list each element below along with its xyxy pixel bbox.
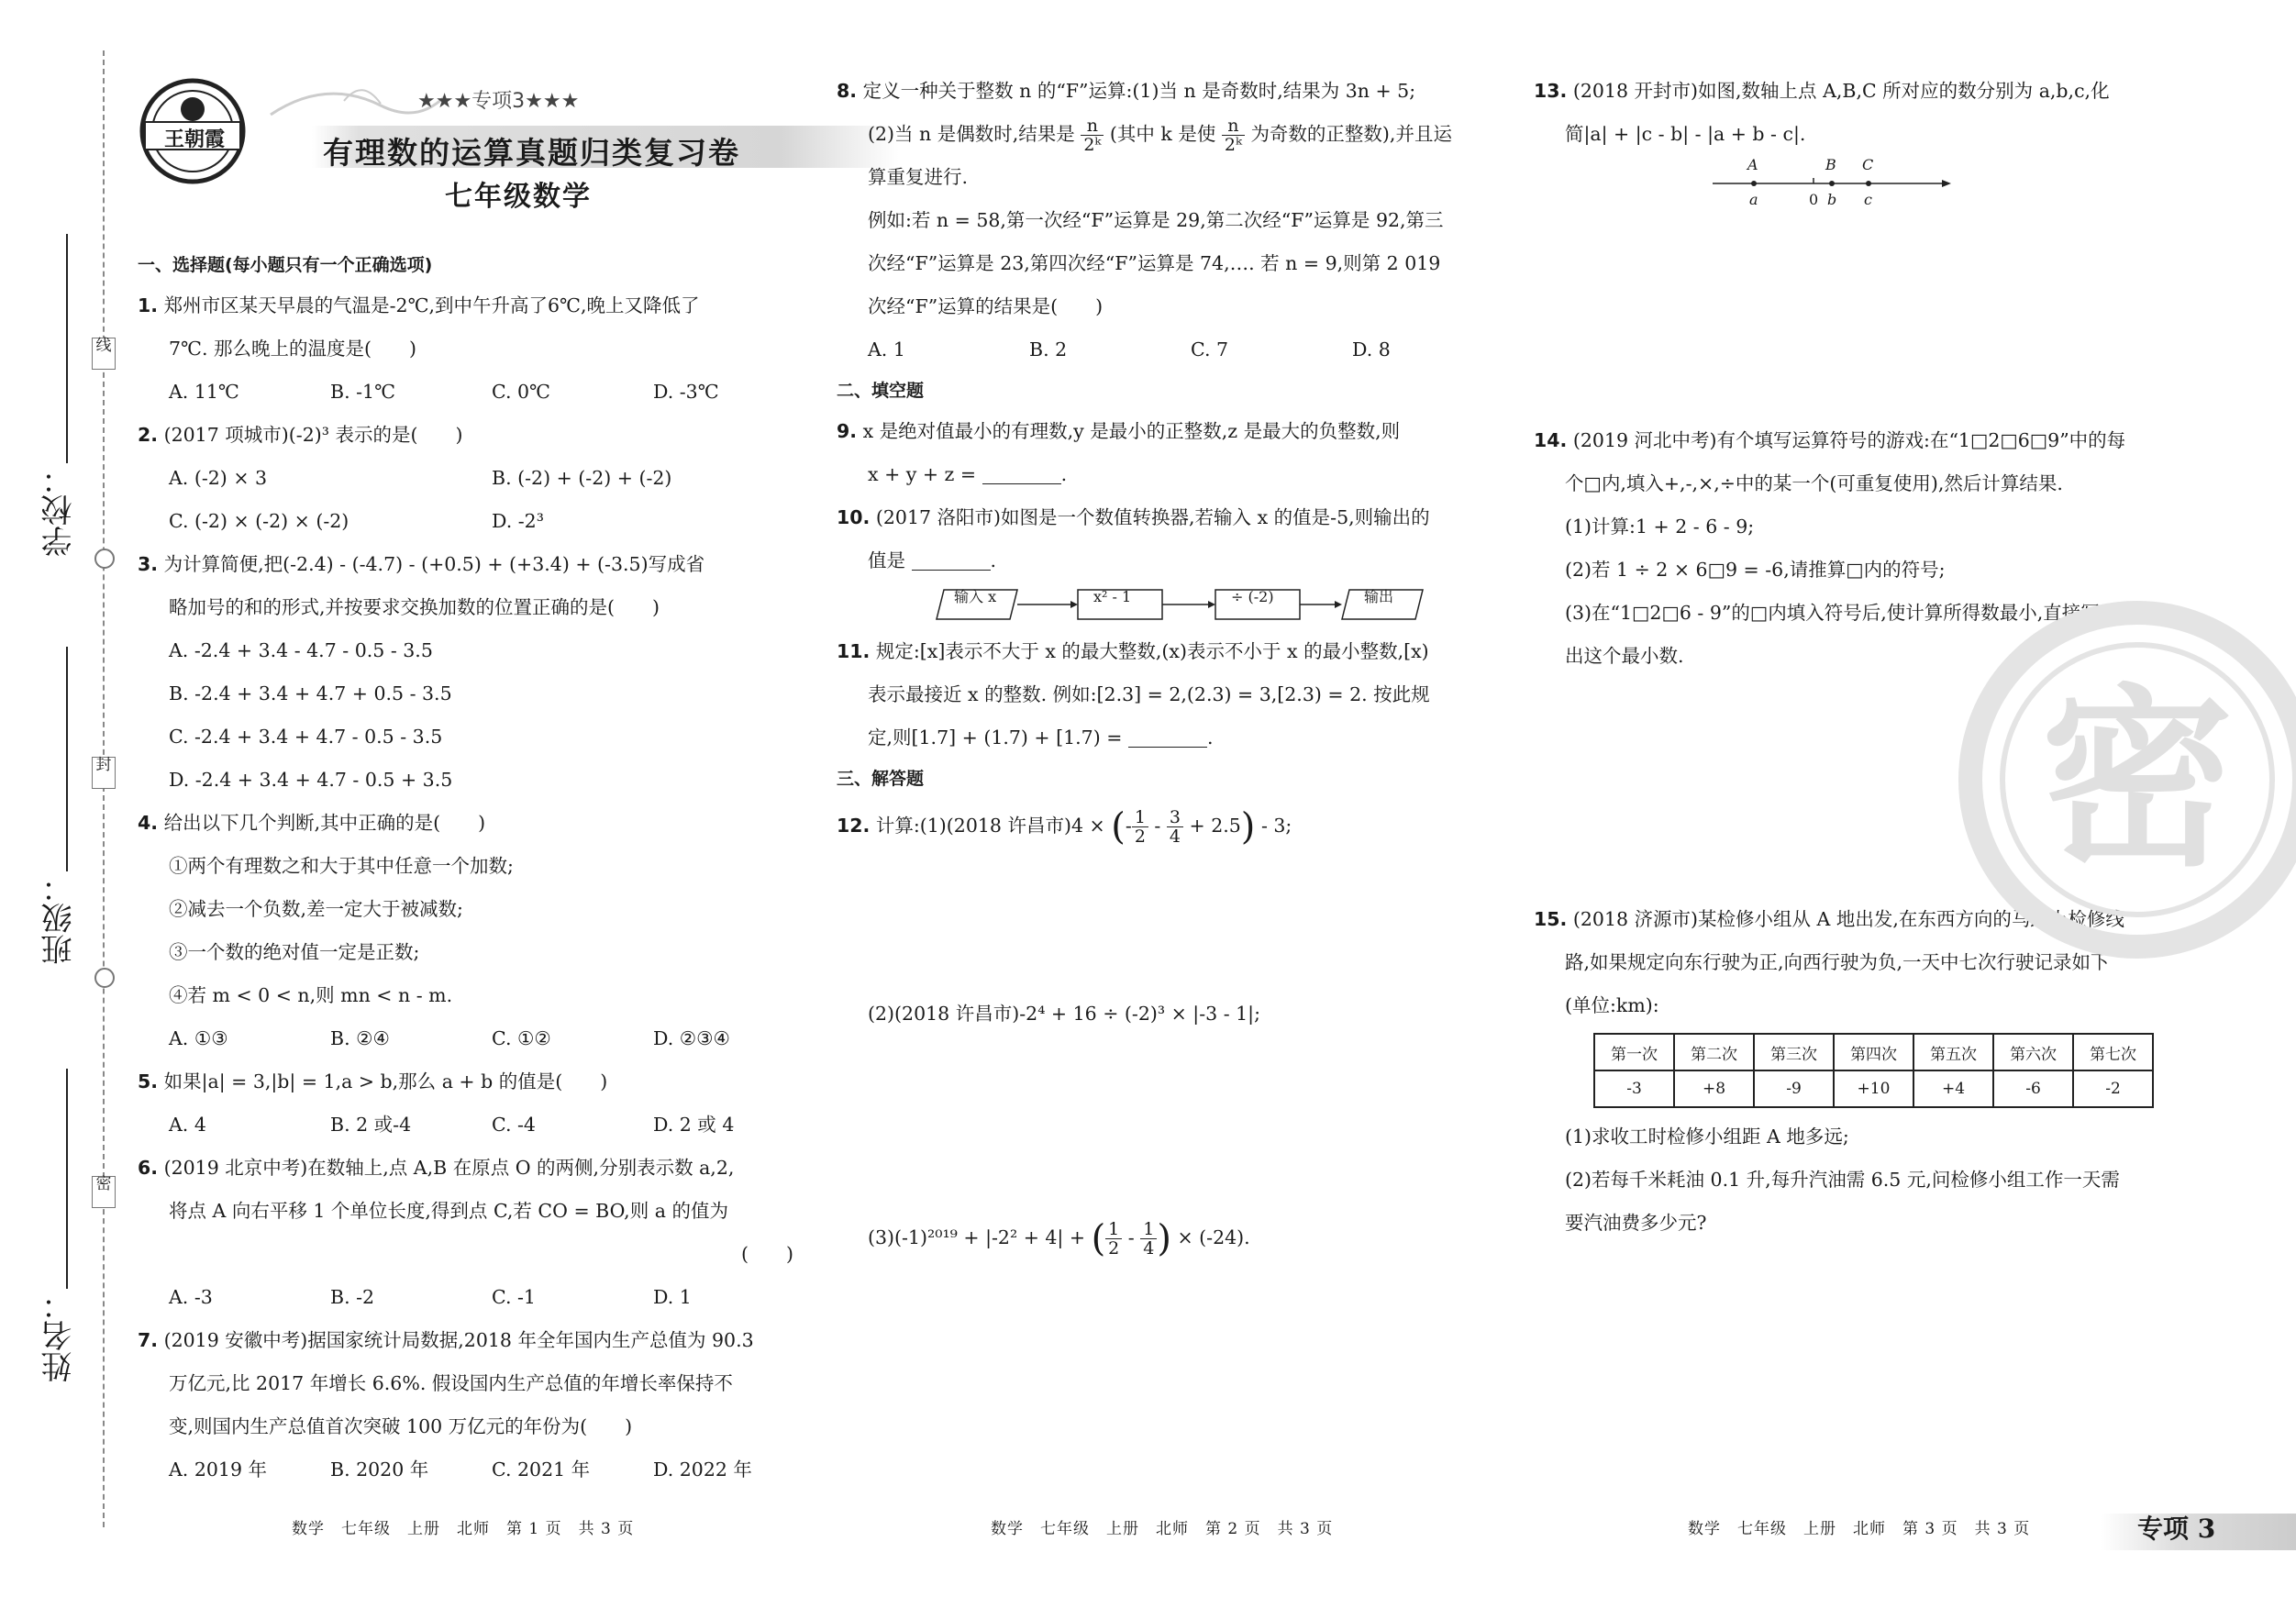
flow-divide: ÷ (-2) [1231, 588, 1274, 605]
question-12-part-2: (2)(2018 许昌市)-2⁴ + 16 ÷ (-2)³ × |-3 - 1|; [868, 1002, 1260, 1025]
binding-dashed-line [103, 50, 105, 1527]
fraction: $\frac{n}{\text{2ᵏ}}$ [1222, 116, 1245, 154]
number-converter-diagram [837, 582, 1502, 630]
watermark-seal: 密 [2000, 642, 2275, 917]
question-14: 14. (2019 河北中考)有个填写运算符号的游戏:在“1□2□6□9”中的每 个□内,填入+,-,×,÷中的某一个(可重复使用),然后计算结果. (1)计算:1 + 2 - 6 - 9; (2)若 1 ÷ 2 × 6□9 = -6,请推算□内的符号; (3)在“1□2□6 - 9”的□内填入符号后,使计算所得数最小,直接写 出这个最小数. [1534, 429, 2126, 667]
school-label: 学校： [41, 463, 78, 557]
footer-page-2: 数学 七年级 上册 北师 第 2 页 共 3 页 [991, 1520, 1334, 1538]
table-header-row: 第一次 第二次 第三次 第四次 第五次 第六次 第七次 [1594, 1034, 2153, 1070]
question-12-part-3: (3)(-1)²⁰¹⁹ + |-2² + 4| + ( $\frac{1}{2}$ - $\frac{1}{4}$ ) × (-24). [868, 1217, 1250, 1259]
question-4: 4. 给出以下几个判断,其中正确的是( ) ①两个有理数之和大于其中任意一个加数; ②减去一个负数,差一定大于被减数; ③一个数的绝对值一定是正数; ④若 m < 0 < n,则 mn < n - m. A. ①③ B. ②④ C. ①② D. ②③④ [138, 812, 730, 1049]
name-underline [66, 1069, 68, 1289]
number-line-diagram: A B C a 0 b c [1534, 156, 2203, 229]
class-label: 班级： [41, 871, 78, 965]
question-1-options: A. 11℃ B. -1℃ C. 0℃ D. -3℃ [169, 381, 719, 403]
footer-topic: 专项 3 [2137, 1514, 2216, 1544]
table-row: -3 +8 -9 +10 +4 -6 -2 [1594, 1070, 2153, 1107]
school-underline [66, 234, 68, 463]
column-1 [138, 246, 803, 1492]
question-15: 15. (2018 济源市)某检修小组从 A 地出发,在东西方向的马路上检修线 路,如果规定向东行驶为正,向西行驶为负,一天中七次行驶记录如下 (单位:km): 第一次 第二次 第三次 第四次 第五次 第六次 第七次 -3 +8 -9 +10 +4 -6 -2 (1)求收工时检修小组距 A 地多远; (2)若每千米耗油 0.1 升,每升汽油需 6.5 元,问检修小组工作一天需 要汽油费多少元? [1534, 898, 2203, 1245]
binding-margin [0, 0, 138, 1597]
answer-blank[interactable] [1128, 726, 1207, 748]
driving-record-table [1593, 1033, 2154, 1108]
class-underline [66, 647, 68, 871]
name-label: 姓名： [41, 1289, 78, 1382]
flow-output: 输出 [1364, 588, 1394, 605]
seal-mark-seal: 封 [92, 757, 116, 789]
seal-mark-secret: 密 [92, 1176, 116, 1208]
fraction: $\frac{n}{\text{2ᵏ}}$ [1081, 116, 1104, 154]
section-fill-title: 二、填空题 [837, 381, 925, 401]
question-10: 10. (2017 洛阳市)如图是一个数值转换器,若输入 x 的值是-5,则输出的 值是 . 输入 x x² - 1 ÷ (-2) 输出 [837, 496, 1502, 630]
header [128, 69, 789, 216]
page-subtitle: 七年级数学 [445, 181, 592, 213]
question-11: 11. 规定:[x]表示不大于 x 的最大整数,(x)表示不小于 x 的最小整数,[x) 表示最接近 x 的整数. 例如:[2.3] = 2,(2.3) = 3,[2.3) = 2. 按此规 定,则[1.7] + (1.7) + [1.7) = . [837, 640, 1430, 749]
question-5: 5. 如果|a| = 3,|b| = 1,a > b,那么 a + b 的值是( ) A. 4 B. 2 或-4 C. -4 D. 2 或 4 [138, 1070, 735, 1136]
footer-page-1: 数学 七年级 上册 北师 第 1 页 共 3 页 [292, 1520, 635, 1538]
answer-blank[interactable] [912, 549, 991, 571]
binding-hole [94, 968, 115, 988]
question-12: 12. 计算:(1)(2018 许昌市)4 × (- $\frac{1}{2}$ - $\frac{3}{4}$ + 2.5) - 3; (2)(2018 许昌市)-2⁴ + 16 ÷ (-2)³ × |-3 - 1|; (3)(-1)²⁰¹⁹ + |-2² + 4| + ( $\frac{1}{2}$ - $\frac{1}{4}$ ) × (-24). [837, 798, 1502, 1266]
logo-text: 王朝霞 [163, 128, 225, 151]
answer-blank[interactable] [982, 463, 1061, 484]
question-8: 8. 定义一种关于整数 n 的“F”运算:(1)当 n 是奇数时,结果为 3n + 5; (2)当 n 是偶数时,结果是 $\frac{n}{\text{2ᵏ}}$ (其中 k 是使 $\frac{n}{\text{2ᵏ}}$ 为奇数的正整数),并且运 算重复进行. 例如:若 n = 58,第一次经“F”运算是 29,第二次经“F”运算是 92,第三 次经“F”运算是 23,第四次经“F”运算是 74,…. 若 n = 9,则第 2 019 次经“F”运算的结果是( ) A. 1 B. 2 C. 7 D. 8 [837, 80, 1452, 360]
question-2: 2. (2017 项城市)(-2)³ 表示的是( ) A. (-2) × 3 B. (-2) + (-2) + (-2) C. (-2) × (-2) × (-2) D. -2³ [138, 424, 672, 532]
column-2 [837, 70, 1502, 1266]
seal-mark-line: 线 [92, 338, 116, 370]
section-choice-title: 一、选择题(每小题只有一个正确选项) [138, 255, 433, 275]
section-solve-title: 三、解答题 [837, 769, 925, 789]
question-3: 3. 为计算简便,把(-2.4) - (-4.7) - (+0.5) + (+3.4) + (-3.5)写成省 略加号的和的形式,并按要求交换加数的位置正确的是( ) A. -2.4 + 3.4 - 4.7 - 0.5 - 3.5 B. -2.4 + 3.4 + 4.7 + 0.5 - 3.5 C. -2.4 + 3.4 + 4.7 - 0.5 - 3.5 D. -2.4 + 3.4 + 4.7 - 0.5 + 3.5 [138, 553, 705, 791]
flow-input: 输入 x [954, 588, 997, 605]
question-9: 9. x 是绝对值最小的有理数,y 是最小的正整数,z 是最大的负整数,则 x + y + z = . [837, 420, 1401, 485]
question-6: 6. (2019 北京中考)在数轴上,点 A,B 在原点 O 的两侧,分别表示数 a,2, 将点 A 向右平移 1 个单位长度,得到点 C,若 CO = BO,则 a 的值为 ( ) A. -3 B. -2 C. -1 D. 1 [138, 1157, 793, 1308]
binding-hole [94, 549, 115, 569]
topic-label: ★★★专项3★★★ [417, 90, 580, 113]
question-13: 13. (2018 开封市)如图,数轴上点 A,B,C 所对应的数分别为 a,b,c,化 简|a| + |c - b| - |a + b - c|. A B C a 0 b c [1534, 70, 2203, 229]
flow-square: x² - 1 [1093, 588, 1132, 605]
footer-page-3: 数学 七年级 上册 北师 第 3 页 共 3 页 [1688, 1520, 2031, 1538]
question-1: 1. 郑州市区某天早晨的气温是-2℃,到中午升高了6℃,晚上又降低了 7℃. 那么晚上的温度是( ) A. 11℃ B. -1℃ C. 0℃ D. -3℃ [138, 284, 803, 414]
page-title: 有理数的运算真题归类复习卷 [323, 135, 740, 171]
question-7: 7. (2019 安徽中考)据国家统计局数据,2018 年全年国内生产总值为 90.3 万亿元,比 2017 年增长 6.6%. 假设国内生产总值的年增长率保持不 变,则国内生产总值首次突破 100 万亿元的年份为( ) A. 2019 年 B. 2020 年 C. 2021 年 D. 2022 年 [138, 1329, 754, 1481]
